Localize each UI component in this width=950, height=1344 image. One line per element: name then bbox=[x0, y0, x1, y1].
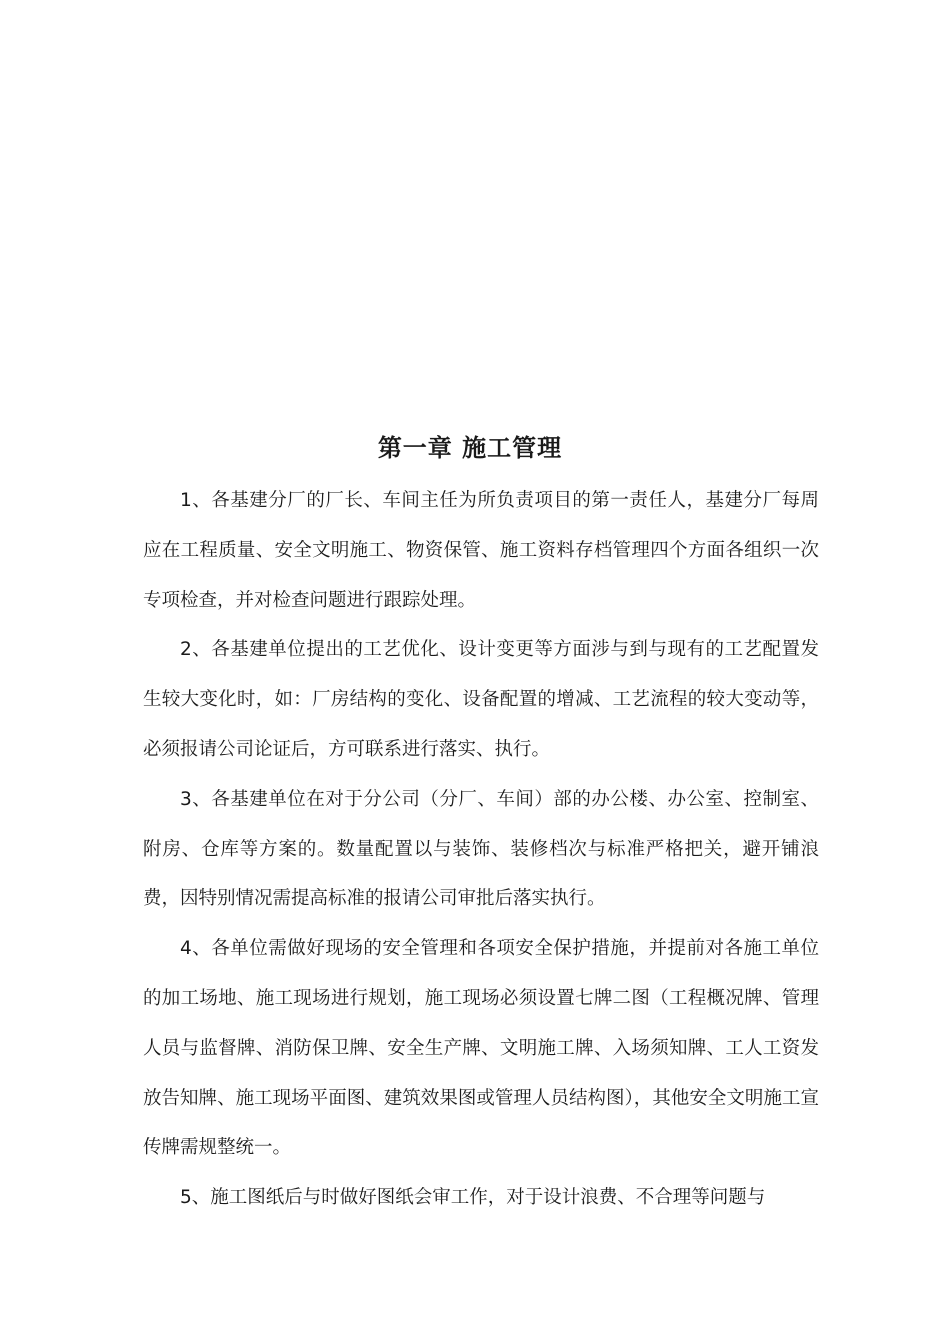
paragraph-4: 4、各单位需做好现场的安全管理和各项安全保护措施，并提前对各施工单位的加工场地、施工现场进行规划，施工现场必须设置七牌二图（工程概况牌、管理人员与监督牌、消防保卫牌、安全生产牌、文明施工牌、入场须知牌、工人工资发放告知牌、施工现场平面图、建筑效果图或管理人员结构图），其他安全文明施工宣传牌需规整统一。 bbox=[143, 938, 819, 1159]
body-text bbox=[143, 476, 819, 1223]
paragraph-1: 1、各基建分厂的厂长、车间主任为所负责项目的第一责任人，基建分厂每周应在工程质量、安全文明施工、物资保管、施工资料存档管理四个方面各组织一次专项检查，并对检查问题进行跟踪处理。 bbox=[143, 490, 819, 611]
paragraph-2: 2、各基建单位提出的工艺优化、设计变更等方面涉与到与现有的工艺配置发生较大变化时，如：厂房结构的变化、设备配置的增减、工艺流程的较大变动等，必须报请公司论证后，方可联系进行落实、执行。 bbox=[143, 639, 819, 760]
paragraph-5: 5、施工图纸后与时做好图纸会审工作，对于设计浪费、不合理等问题与 bbox=[180, 1187, 766, 1209]
chapter-title: 第一章 施工管理 bbox=[377, 434, 563, 462]
paragraph-3: 3、各基建单位在对于分公司（分厂、车间）部的办公楼、办公室、控制室、附房、仓库等方案的。数量配置以与装饰、装修档次与标准严格把关，避开铺浪费，因特别情况需提高标准的报请公司审批后落实执行。 bbox=[143, 788, 819, 910]
